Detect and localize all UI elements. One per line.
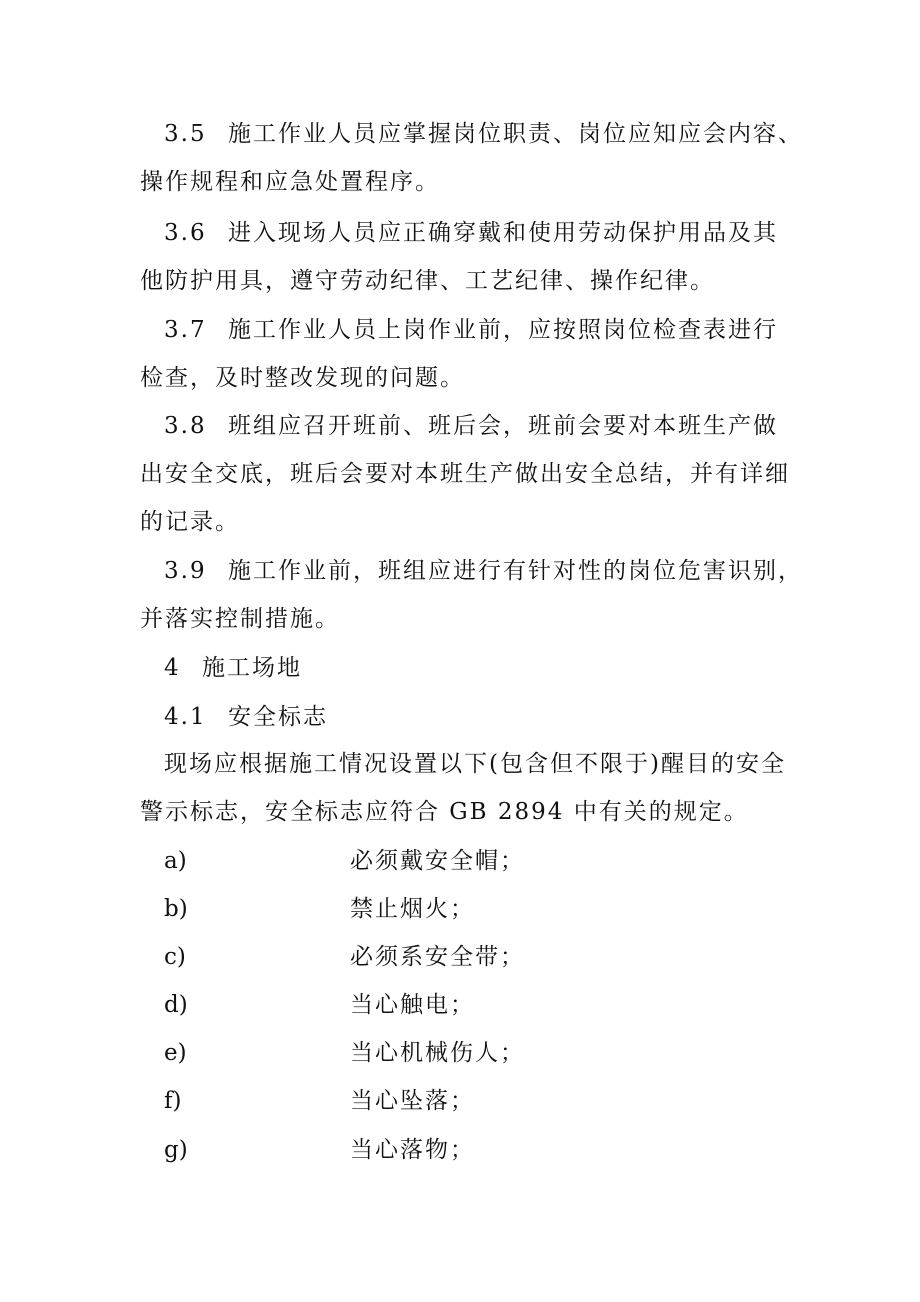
- paragraph-3-6-line-1: [164, 209, 824, 257]
- list-item-letter: c): [164, 944, 186, 970]
- list-item-text: 必须系安全带；: [350, 944, 525, 970]
- paragraph-text: 施工作业人员应掌握岗位职责、岗位应知应会内容、: [228, 121, 803, 147]
- list-item-text: 当心坠落；: [350, 1088, 475, 1114]
- list-item-letter: a): [164, 848, 187, 874]
- paragraph-3-5-line-2: 操作规程和应急处置程序。: [140, 169, 440, 195]
- paragraph-3-8-line-1: [164, 402, 824, 450]
- clause-number: 3.5: [164, 121, 207, 147]
- paragraph-text: 施工作业人员上岗作业前，应按照岗位检查表进行: [228, 317, 778, 343]
- paragraph-3-8-line-2: 出安全交底，班后会要对本班生产做出安全总结，并有详细: [140, 461, 790, 487]
- list-item-text: 当心机械伤人；: [350, 1040, 525, 1066]
- section-4-1-heading: [164, 693, 824, 741]
- intro-line-1: 现场应根据施工情况设置以下(包含但不限于)醒目的安全: [164, 751, 786, 777]
- section-4-heading: [164, 644, 824, 692]
- intro-line-2: 警示标志，安全标志应符合 GB 2894 中有关的规定。: [140, 799, 749, 825]
- section-number: 4: [164, 655, 181, 681]
- list-item-letter: d): [164, 992, 188, 1018]
- clause-number: 3.6: [164, 220, 207, 246]
- list-item-letter: g): [164, 1137, 188, 1163]
- list-item-letter: b): [164, 896, 188, 922]
- paragraph-3-9-line-2: 并落实控制措施。: [140, 606, 340, 632]
- paragraph-3-9-line-1: [164, 547, 824, 595]
- paragraph-text: 进入现场人员应正确穿戴和使用劳动保护用品及其: [228, 220, 778, 246]
- paragraph-3-6-line-2: 他防护用具，遵守劳动纪律、工艺纪律、操作纪律。: [140, 268, 715, 294]
- paragraph-text: 班组应召开班前、班后会，班前会要对本班生产做: [228, 413, 778, 439]
- paragraph-3-8-line-3: 的记录。: [140, 509, 240, 535]
- section-title: 安全标志: [228, 704, 328, 730]
- paragraph-3-7-line-1: [164, 306, 824, 354]
- list-item-text: 当心触电；: [350, 992, 475, 1018]
- clause-number: 3.8: [164, 413, 207, 439]
- paragraph-3-7-line-2: 检查，及时整改发现的问题。: [140, 365, 465, 391]
- list-item-letter: f): [164, 1088, 182, 1114]
- list-item-text: 禁止烟火；: [350, 896, 475, 922]
- list-item-text: 当心落物；: [350, 1137, 475, 1163]
- paragraph-3-5-line-1: [164, 110, 824, 158]
- list-item-text: 必须戴安全帽；: [350, 848, 525, 874]
- section-number: 4.1: [164, 704, 207, 730]
- clause-number: 3.9: [164, 558, 207, 584]
- list-item-letter: e): [164, 1040, 187, 1066]
- paragraph-text: 施工作业前，班组应进行有针对性的岗位危害识别，: [228, 558, 803, 584]
- section-title: 施工场地: [202, 655, 302, 681]
- clause-number: 3.7: [164, 317, 207, 343]
